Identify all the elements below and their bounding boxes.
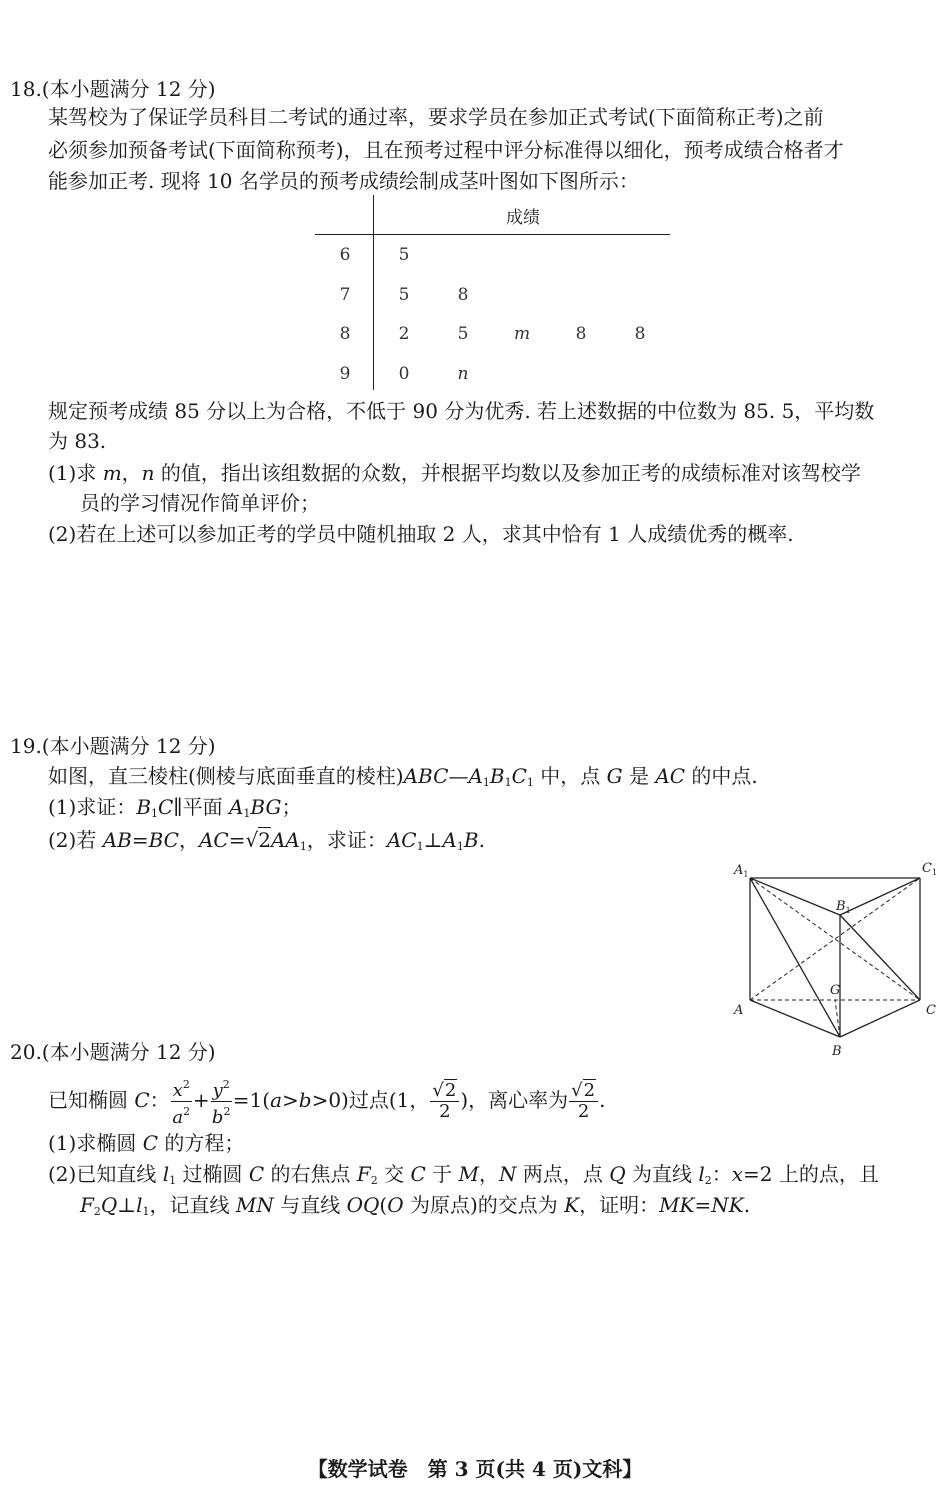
fraction-y2-b2: $\frac{y^2}{b^2}$ [211, 1075, 232, 1128]
header-divider [315, 234, 670, 235]
q20-header: 20.(本小题满分 12 分) [10, 1040, 216, 1064]
q18-rule-line1: 规定预考成绩 85 分以上为合格，不低于 90 分为优秀. 若上述数据的中位数为 85. 5，平均数 [48, 399, 875, 423]
leaf-9-0: 0 [398, 363, 410, 384]
q18-intro-line1: 某驾校为了保证学员科目二考试的通过率，要求学员在参加正式考试(下面简称正考)之前 [48, 105, 824, 129]
label-A: A [734, 1003, 744, 1018]
stem-leaf-plot [315, 195, 670, 390]
leaf-8-2: m [513, 324, 531, 344]
fraction-sqrt2-over-2-point: $\frac{√2}{2}$ [430, 1081, 459, 1122]
segment-B1-C [840, 915, 920, 1000]
q20-line1: 已知椭圆 C： $\frac{x^2}{a^2}$ + $\frac{y^2}{b^2}$ =1(a>b>0)过点(1， $\frac{√2}{2}$ )，离心率为 $\frac{√2}{2}$ . [48, 1075, 605, 1128]
label-C1: $C_1$ [922, 861, 938, 877]
q18-part1-line1: (1)求 m，n 的值，指出该组数据的众数，并根据平均数以及参加正考的成绩标准对该驾校学 [48, 461, 861, 485]
edge-A-B [750, 1000, 840, 1037]
fraction-x2-a2: $\frac{x^2}{a^2}$ [171, 1075, 192, 1128]
label-B1: $B_1$ [836, 899, 851, 915]
stem-divider [373, 195, 374, 390]
leaf-8-4: 8 [634, 324, 646, 344]
leaf-7-0: 5 [398, 284, 410, 305]
q19-intro: 如图，直三棱柱(侧棱与底面垂直的棱柱)$ABC—A_1B_1C_1$ 中，点 G 是 AC 的中点. [48, 764, 758, 789]
q20-part2-line2: $F_2Q\perp l_1$，记直线 MN 与直线 OQ(O 为原点)的交点为 K，证明：MK=NK. [80, 1193, 751, 1218]
stem-leaf-header: 成绩 [506, 208, 540, 228]
q19-header: 19.(本小题满分 12 分) [10, 734, 216, 758]
q19-part2: (2)若 AB=BC，$AC=√2AA_1$，求证：$AC_1\perp A_1B$. [48, 828, 485, 853]
leaf-8-3: 8 [575, 324, 587, 344]
q18-header: 18.(本小题满分 12 分) [10, 77, 216, 101]
q19-part1: (1)求证：$B_1C\parallel$平面 $A_1BG$； [48, 795, 302, 820]
q18-part2: (2)若在上述可以参加正考的学员中随机抽取 2 人，求其中恰有 1 人成绩优秀的概率. [48, 522, 794, 546]
q18-intro-line3: 能参加正考. 现将 10 名学员的预考成绩绘制成茎叶图如下图所示： [48, 169, 639, 193]
label-C: C [926, 1003, 936, 1018]
edge-B1-C1 [840, 878, 920, 915]
stem-8: 8 [339, 324, 351, 344]
leaf-6-0: 5 [398, 245, 410, 265]
leaf-8-0: 2 [398, 324, 410, 344]
q20-part2-line1: (2)已知直线 $l_1$ 过椭圆 C 的右焦点 $F_2$ 交 C 于 M，N 两点，点 Q 为直线 $l_2$：x=2 上的点，且 [48, 1162, 879, 1187]
q18-part1-line2: 员的学习情况作简单评价； [80, 491, 320, 515]
leaf-7-1: 8 [457, 284, 469, 305]
edge-B-C [840, 1000, 920, 1037]
q18-intro-line2: 必须参加预备考试(下面简称预考)，且在预考过程中评分标准得以细化，预考成绩合格者才 [48, 138, 844, 162]
q20-part1: (1)求椭圆 C 的方程； [48, 1131, 245, 1155]
fraction-sqrt2-over-2-eccentricity: $\frac{√2}{2}$ [569, 1081, 598, 1122]
stem-6: 6 [339, 245, 351, 265]
q18-rule-line2: 为 83. [48, 429, 107, 453]
leaf-9-1: n [457, 363, 469, 384]
page-footer: 【数学试卷 第 3 页(共 4 页)文科】 [307, 1457, 643, 1481]
stem-9: 9 [339, 363, 351, 384]
leaf-8-1: 5 [457, 324, 469, 344]
stem-7: 7 [339, 284, 351, 305]
label-A1: $A_1$ [734, 863, 749, 879]
label-G: G [830, 983, 841, 998]
edge-A1-B1 [750, 878, 840, 915]
label-B: B [832, 1044, 842, 1059]
prism-figure [728, 852, 943, 1062]
segment-A1-B [750, 878, 840, 1037]
